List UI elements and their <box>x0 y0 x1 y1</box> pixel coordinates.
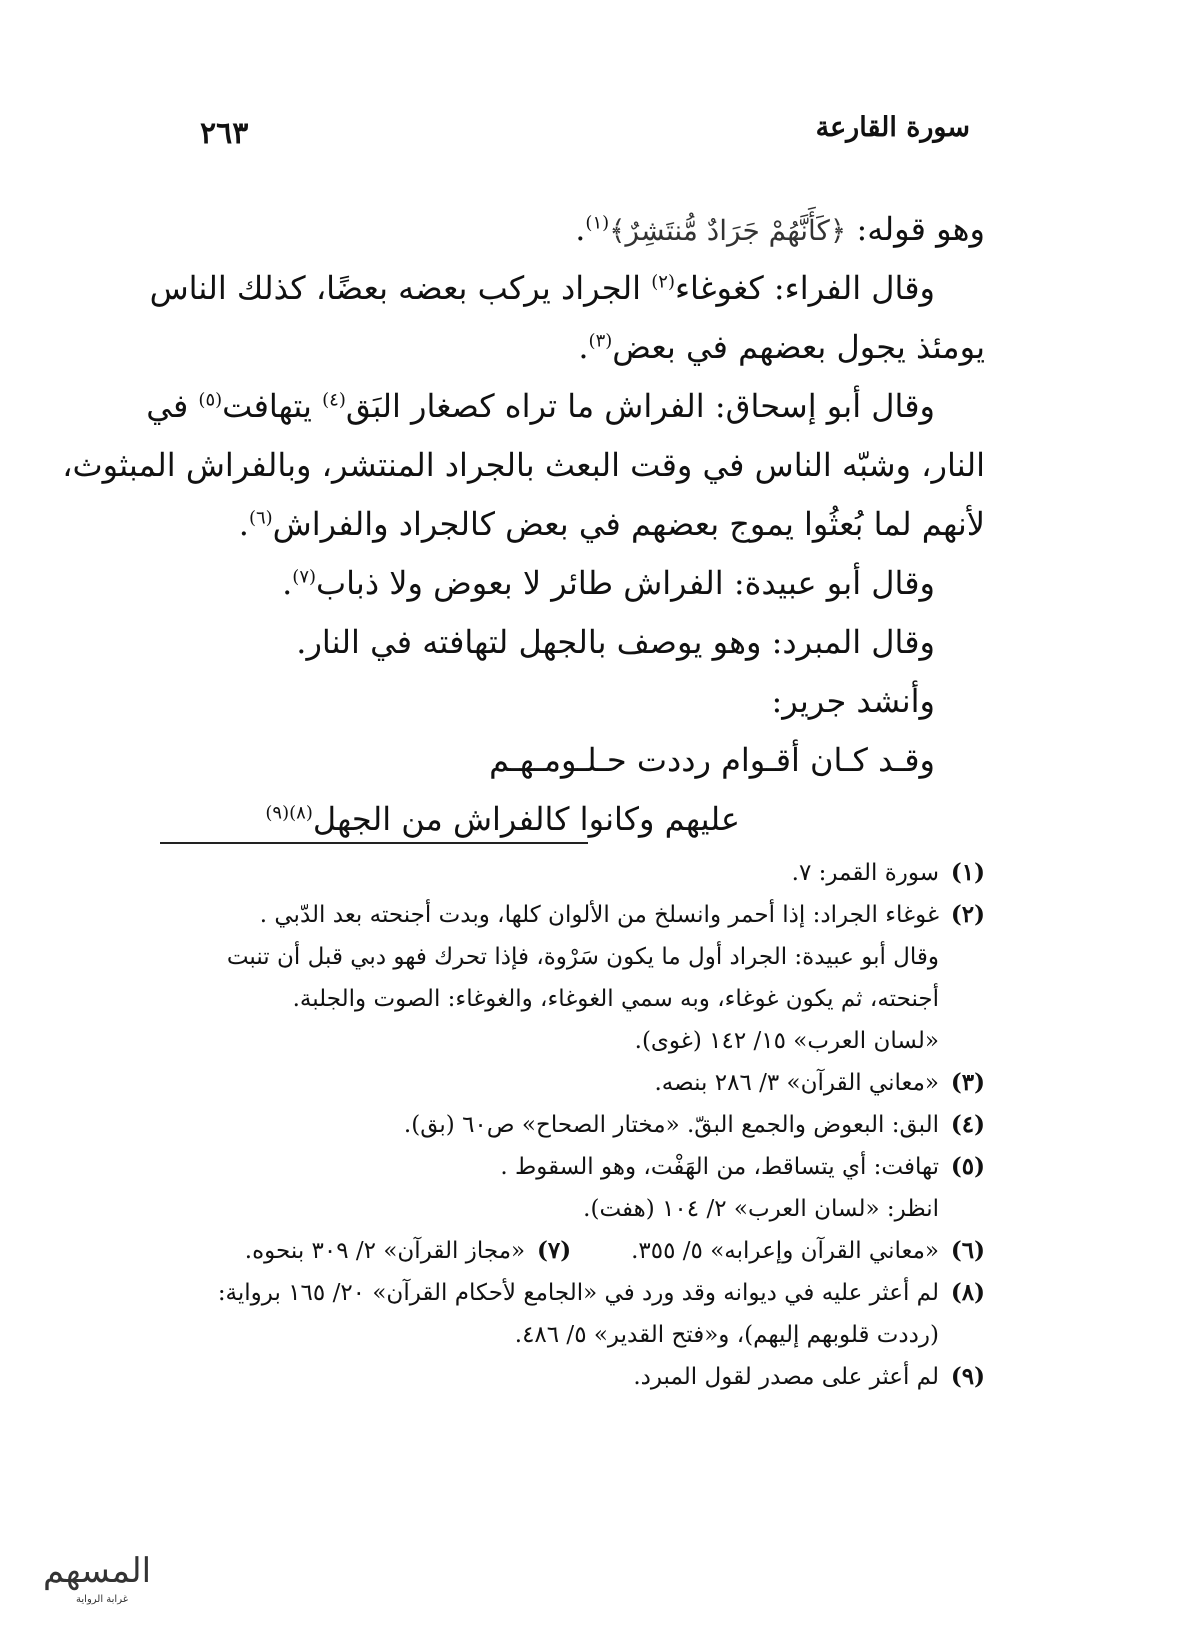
footnote-text: (رددت قلوبهم إليهم)، و«فتح القدير» ٥/ ٤٨٦. <box>514 1322 939 1348</box>
line-text: . <box>238 505 249 543</box>
text-line <box>155 318 985 377</box>
logo-caption: غرابة الرواية <box>76 1594 128 1605</box>
footnote-ref[interactable]: (٥) <box>198 389 223 411</box>
main-text <box>62 200 985 849</box>
footnote-8 <box>155 1272 985 1314</box>
text-line <box>155 495 985 554</box>
text-line <box>62 436 985 495</box>
footnote-number: (٩) <box>950 1363 985 1390</box>
line-text: . <box>282 564 293 602</box>
footnote-continuation <box>155 936 985 978</box>
footnote-ref[interactable]: (٢) <box>651 271 675 293</box>
footnote-number: (٧) <box>536 1237 572 1264</box>
footnote-number: (٥) <box>950 1153 985 1180</box>
footnote-number: (١) <box>950 859 985 886</box>
footnote-text: «معاني القرآن وإعرابه» ٥/ ٣٥٥. <box>631 1238 939 1264</box>
line-text: لأنهم لما بُعثُوا يموج بعضهم في بعض كالجراد والفراش <box>272 505 985 543</box>
footnote-ref[interactable]: (٦) <box>248 507 273 529</box>
footnote-number: (٦) <box>950 1237 985 1264</box>
footnote-6-7 <box>155 1230 985 1272</box>
footnote-continuation <box>155 1188 985 1230</box>
footnote-text: لم أعثر عليه في ديوانه وقد ورد في «الجامع لأحكام القرآن» ٢٠/ ١٦٥ برواية: <box>217 1280 939 1306</box>
line-text: وقال أبو إسحاق: الفراش ما تراه كصغار البَق <box>345 387 935 425</box>
footnote-ref[interactable]: (٨)(٩) <box>265 802 313 824</box>
line-text: في <box>146 387 199 425</box>
footnote-4 <box>155 1104 985 1146</box>
footnote-number: (٣) <box>950 1069 985 1096</box>
line-text: وهو قوله: <box>846 210 985 248</box>
text-line <box>149 259 985 318</box>
footnote-continuation <box>155 1020 985 1062</box>
line-text: الجراد يركب بعضه بعضًا، كذلك الناس <box>149 269 652 307</box>
footnote-continuation <box>155 1314 985 1356</box>
footnote-continuation <box>155 978 985 1020</box>
footnote-ref[interactable]: (٣) <box>588 330 613 352</box>
running-title: سورة القارعة <box>815 112 970 143</box>
footnote-text: «معاني القرآن» ٣/ ٢٨٦ بنصه. <box>654 1070 939 1096</box>
footnote-2 <box>155 894 985 936</box>
line-text: . <box>575 210 586 248</box>
footnote-number: (٨) <box>950 1279 985 1306</box>
footnote-3 <box>155 1062 985 1104</box>
footnote-9 <box>155 1356 985 1398</box>
text-line <box>155 200 985 259</box>
footnote-ref[interactable]: (٧) <box>292 566 317 588</box>
text-line <box>155 554 985 613</box>
footnote-text: تهافت: أي يتساقط، من الهَفْت، وهو السقوط . <box>500 1154 939 1180</box>
footnote-text: لم أعثر على مصدر لقول المبرد. <box>633 1364 939 1390</box>
line-text: . <box>578 328 589 366</box>
footnote-5 <box>155 1146 985 1188</box>
footnote-ref[interactable]: (٤) <box>322 389 346 411</box>
page-header <box>200 112 970 162</box>
quran-verse: ﴿كَأَنَّهُمْ جَرَادٌ مُّنتَشِرٌ﴾ <box>609 214 847 247</box>
logo-calligraphy: المسهم <box>42 1551 152 1591</box>
footnote-text: أجنحته، ثم يكون غوغاء، وبه سمي الغوغاء، والغوغاء: الصوت والجلبة. <box>292 986 939 1012</box>
footnotes <box>155 852 985 1398</box>
line-text: وقـد كـان أقـوام رددت حـلـومـهـم <box>489 741 935 779</box>
footnote-text: «مجاز القرآن» ٢/ ٣٠٩ بنحوه. <box>244 1238 526 1264</box>
text-line <box>146 377 985 436</box>
footnote-text: غوغاء الجراد: إذا أحمر وانسلخ من الألوان كلها، وبدت أجنحته بعد الدّبي . <box>259 902 939 928</box>
footnote-number: (٢) <box>950 901 985 928</box>
poem-verse-first-hemistich <box>155 731 985 790</box>
text-line <box>155 672 985 731</box>
footnote-1 <box>155 852 985 894</box>
line-text: وقال أبو عبيدة: الفراش طائر لا بعوض ولا ذباب <box>316 564 935 602</box>
footnote-number: (٤) <box>950 1111 985 1138</box>
calligraphy-logo-icon <box>42 1538 152 1610</box>
line-text: وقال الفراء: كغوغاء <box>674 269 935 307</box>
footnote-ref[interactable]: (١) <box>585 212 610 234</box>
line-text: النار، وشبّه الناس في وقت البعث بالجراد المنتشر، وبالفراش المبثوث، <box>62 446 985 484</box>
footnote-text: «لسان العرب» ١٥/ ١٤٢ (غوى). <box>634 1028 939 1054</box>
footnote-text: البق: البعوض والجمع البقّ. «مختار الصحاح» ص٦٠ (بق). <box>403 1112 939 1138</box>
page-number: ٢٦٣ <box>200 116 249 151</box>
footnote-text: سورة القمر: ٧. <box>791 860 939 886</box>
line-text: وأنشد جرير: <box>771 682 935 720</box>
line-text: عليهم وكانوا كالفراش من الجهل <box>312 800 740 838</box>
line-text: وقال المبرد: وهو يوصف بالجهل لتهافته في النار. <box>296 623 935 661</box>
footnote-text: وقال أبو عبيدة: الجراد أول ما يكون سَرْوة، فإذا تحرك فهو دبي قبل أن تنبت <box>226 944 939 970</box>
footnote-separator <box>160 842 588 844</box>
footnote-text: انظر: «لسان العرب» ٢/ ١٠٤ (هفت). <box>583 1196 939 1222</box>
line-text: يتهافت <box>222 387 323 425</box>
publisher-logo <box>42 1538 152 1610</box>
poem-verse-second-hemistich <box>155 790 985 849</box>
text-line <box>155 613 985 672</box>
line-text: يومئذ يجول بعضهم في بعض <box>612 328 985 366</box>
